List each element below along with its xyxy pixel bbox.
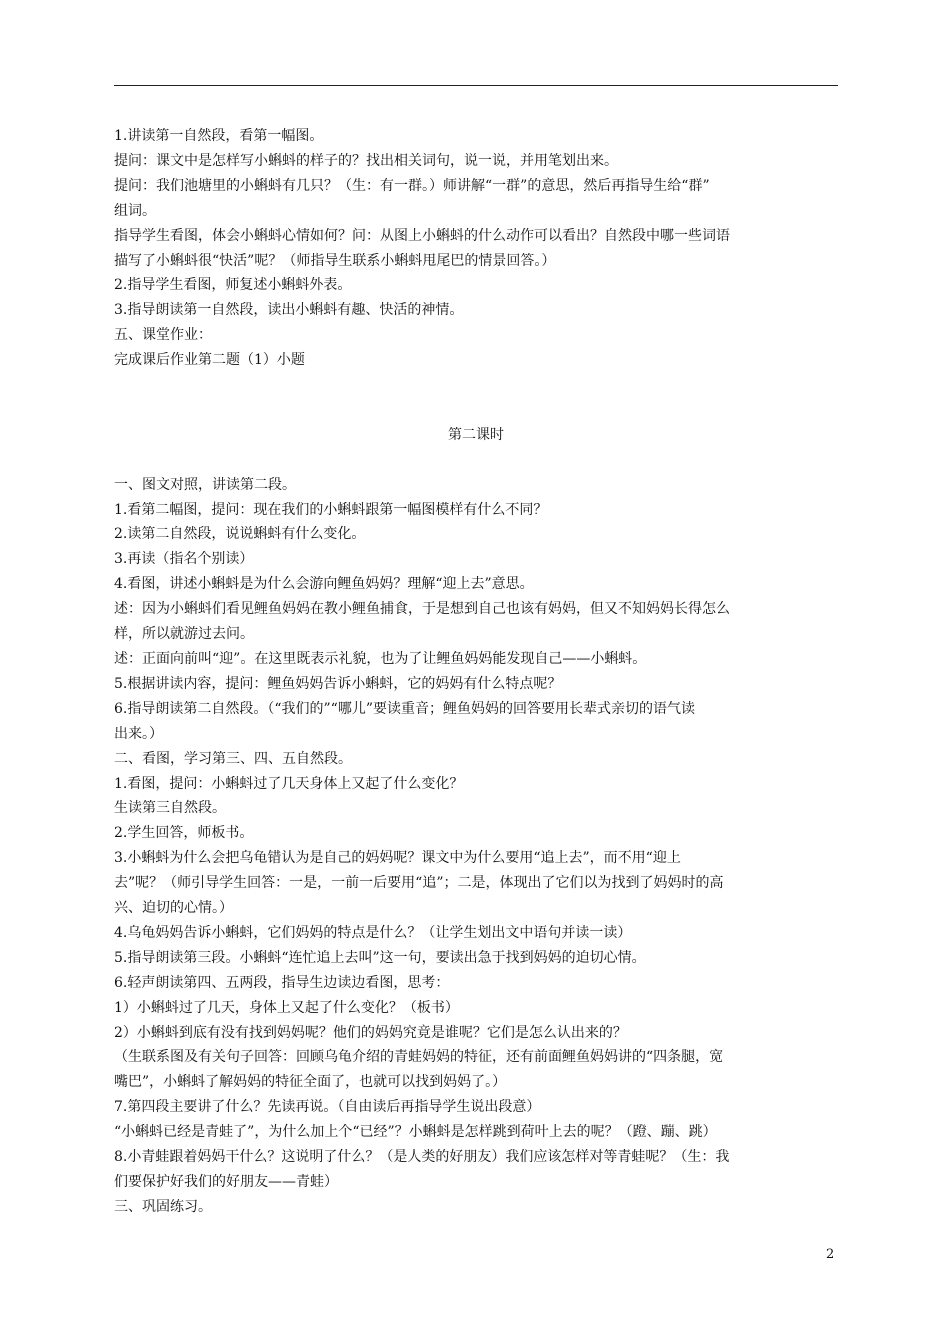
spacer: [114, 448, 838, 473]
text-line: 8.小青蛙跟着妈妈干什么？这说明了什么？（是人类的好朋友）我们应该怎样对等青蛙呢？（生：我: [114, 1149, 730, 1166]
text-line: 1.看第二幅图，提问：现在我们的小蝌蚪跟第一幅图模样有什么不同？: [114, 501, 548, 518]
text-line: 3.小蝌蚪为什么会把乌龟错认为是自己的妈妈呢？课文中为什么要用“追上去”，而不用“迎上: [114, 850, 681, 867]
text-line: 兴、迫切的心情。）: [114, 900, 233, 917]
text-line: 组词。: [114, 202, 156, 219]
text-line: 二、看图，学习第三、四、五自然段。: [114, 750, 352, 767]
text-line: 完成课后作业第二题（1）小题: [114, 352, 305, 369]
text-line: “小蝌蚪已经是青蛙了”，为什么加上个“已经”？小蝌蚪是怎样跳到荷叶上去的呢？（蹬、蹦、跳）: [114, 1124, 717, 1141]
text-line: 五、课堂作业：: [114, 327, 212, 344]
text-line: 述：因为小蝌蚪们看见鲤鱼妈妈在教小鲤鱼捕食，于是想到自己也该有妈妈，但又不知妈妈长得怎么: [114, 601, 730, 618]
text-line: 生读第三自然段。: [114, 800, 226, 817]
text-line: 6.轻声朗读第四、五两段，指导生边读边看图，思考：: [114, 974, 450, 991]
text-line: 出来。）: [114, 725, 163, 742]
text-line: 嘴巴”，小蝌蚪了解妈妈的特征全面了，也就可以找到妈妈了。）: [114, 1074, 507, 1091]
text-line: 2.读第二自然段，说说蝌蚪有什么变化。: [114, 526, 366, 543]
text-line: 2.学生回答，师板书。: [114, 825, 254, 842]
text-line: 2）小蝌蚪到底有没有找到妈妈呢？他们的妈妈究竟是谁呢？它们是怎么认出来的？: [114, 1024, 627, 1041]
text-line: 4.乌龟妈妈告诉小蝌蚪，它们妈妈的特点是什么？（让学生划出文中语句并读一读）: [114, 924, 632, 941]
page-number: 2: [826, 1247, 835, 1262]
text-line: 提问：课文中是怎样写小蝌蚪的样子的？找出相关词句，说一说，并用笔划出来。: [114, 152, 618, 169]
text-line: 描写了小蝌蚪很“快活”呢？（师指导生联系小蝌蚪甩尾巴的情景回答。）: [114, 252, 556, 269]
text-line: 们要保护好我们的好朋友——青蛙）: [114, 1174, 338, 1191]
text-line: 提问：我们池塘里的小蝌蚪有几只？（生：有一群。）师讲解“一群”的意思，然后再指导生给“群”: [114, 177, 710, 194]
text-line: 5.指导朗读第三段。小蝌蚪“连忙追上去叫”这一句，要读出急于找到妈妈的迫切心情。: [114, 949, 646, 966]
text-line: 3.指导朗读第一自然段，读出小蝌蚪有趣、快活的神情。: [114, 302, 464, 319]
text-line: 5.根据讲读内容，提问：鲤鱼妈妈告诉小蝌蚪，它的妈妈有什么特点呢？: [114, 675, 562, 692]
text-line: 3.再读（指名个别读）: [114, 551, 254, 568]
text-line: 2.指导学生看图，师复述小蝌蚪外表。: [114, 277, 352, 294]
section-title: 第二课时: [448, 426, 504, 443]
text-line: 述：正面向前叫“迎”。在这里既表示礼貌，也为了让鲤鱼妈妈能发现自己——小蝌蚪。: [114, 650, 647, 667]
text-line: （生联系图及有关句子回答：回顾乌龟介绍的青蛙妈妈的特征，还有前面鲤鱼妈妈讲的“四条腿，宽: [114, 1049, 724, 1066]
spacer: [114, 398, 838, 423]
text-line: 1.看图，提问：小蝌蚪过了几天身体上又起了什么变化？: [114, 775, 464, 792]
text-line: 一、图文对照，讲读第二段。: [114, 476, 296, 493]
spacer: [114, 373, 838, 398]
text-line: 6.指导朗读第二自然段。（“我们的”“哪儿”要读重音；鲤鱼妈妈的回答要用长辈式亲切的语气读: [114, 700, 695, 717]
bottom-section: [114, 473, 838, 1220]
text-line: 去”呢？（师引导学生回答：一是，一前一后要用“追”；二是，体现出了它们以为找到了妈妈时的高: [114, 875, 724, 892]
text-line: 1）小蝌蚪过了几天，身体上又起了什么变化？（板书）: [114, 999, 459, 1016]
text-line: 三、巩固练习。: [114, 1198, 212, 1215]
text-line: 4.看图，讲述小蝌蚪是为什么会游向鲤鱼妈妈？理解“迎上去”意思。: [114, 576, 534, 593]
text-line: 7.第四段主要讲了什么？先读再说。（自由读后再指导学生说出段意）: [114, 1099, 541, 1116]
text-line: 1.讲读第一自然段，看第一幅图。: [114, 128, 324, 144]
top-section: [114, 124, 838, 373]
header-rule: [114, 85, 838, 86]
text-line: 指导学生看图，体会小蝌蚪心情如何？问：从图上小蝌蚪的什么动作可以看出？自然段中哪一些词语: [114, 227, 730, 244]
document-body: [114, 124, 838, 1220]
text-line: 样，所以就游过去问。: [114, 626, 254, 643]
